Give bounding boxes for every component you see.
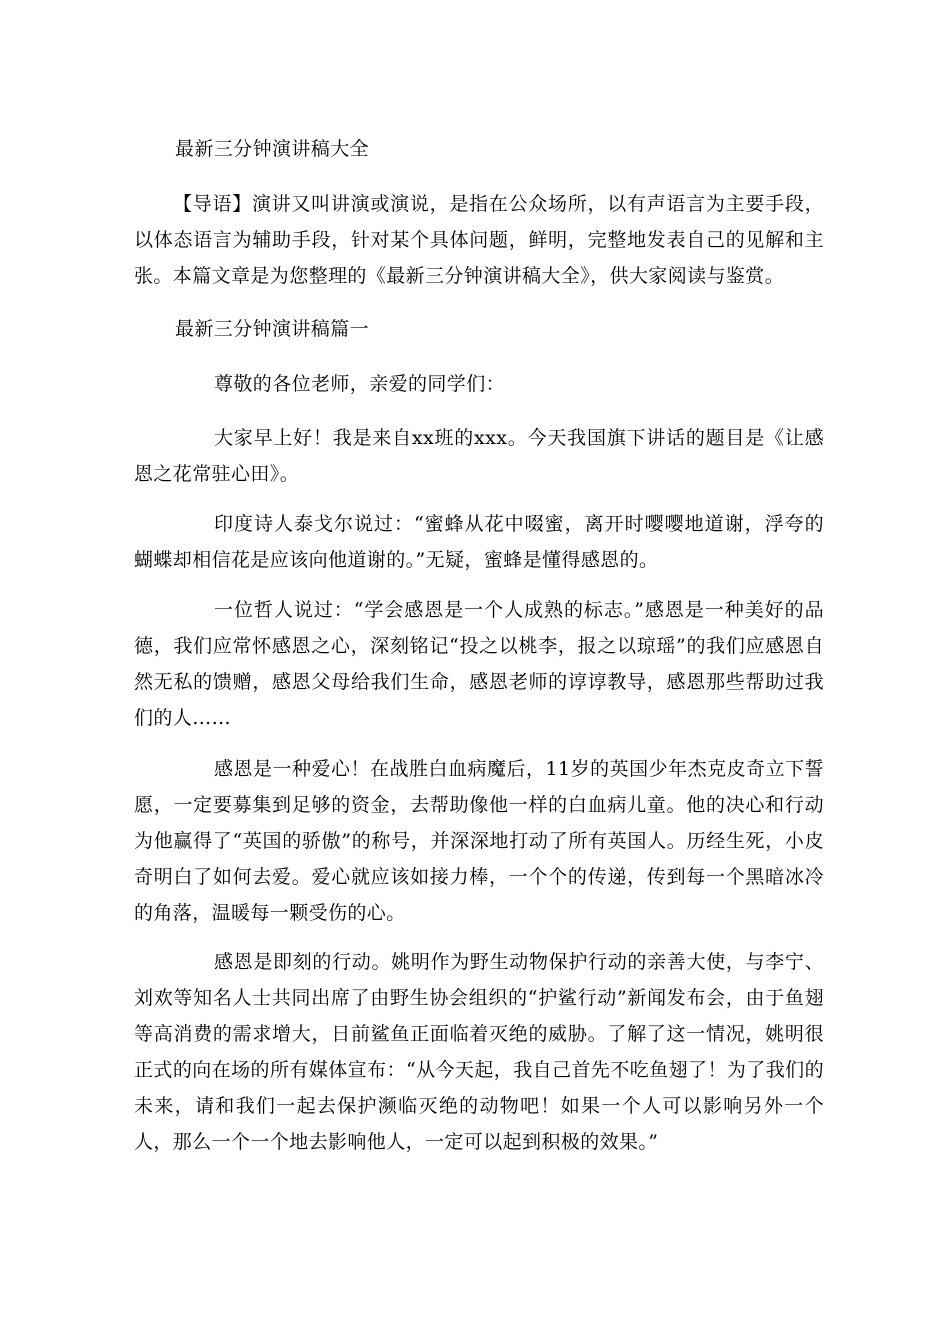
intro-paragraph: 【导语】演讲又叫讲演或演说，是指在公众场所，以有声语言为主要手段，以体态语言为辅助手段，针对某个具体问题，鲜明，完整地发表自己的见解和主张。本篇文章是为您整理的《最新三分钟演讲稿大全》，供大家阅读与鉴赏。	[134, 193, 824, 287]
body-paragraph-5: 感恩是即刻的行动。姚明作为野生动物保护行动的亲善大使，与李宁、刘欢等知名人士共同出席了由野生协会组织的“护鲨行动”新闻发布会，由于鱼翅等高消费的需求增大，日前鲨鱼正面临着灭绝的威胁。了解了这一情况，姚明很正式的向在场的所有媒体宣布：“从今天起，我自己首先不吃鱼翅了！为了我们的未来，请和我们一起去保护濒临灭绝的动物吧！如果一个人可以影响另外一个人，那么一个一个地去影响他人，一定可以起到积极的效果。”	[134, 951, 824, 1153]
body-paragraph-4: 感恩是一种爱心！在战胜白血病魔后，11岁的英国少年杰克皮奇立下誓愿，一定要募集到足够的资金，去帮助像他一样的白血病儿童。他的决心和行动为他赢得了“英国的骄傲”的称号，并深深地打动了所有英国人。历经生死，小皮奇明白了如何去爱。爱心就应该如接力棒，一个个的传递，传到每一个黑暗冰冷的角落，温暖每一颗受伤的心。	[134, 758, 824, 924]
body-paragraph-1: 大家早上好！我是来自xx班的xxx。今天我国旗下讲话的题目是《让感恩之花常驻心田》。	[134, 427, 824, 485]
body-paragraph-2: 印度诗人泰戈尔说过：“蜜蜂从花中啜蜜，离开时嘤嘤地道谢，浮夸的蝴蝶却相信花是应该向他道谢的。”无疑，蜜蜂是懂得感恩的。	[134, 513, 824, 571]
salutation: 尊敬的各位老师，亲爱的同学们：	[214, 373, 506, 395]
section-heading: 最新三分钟演讲稿篇一	[175, 318, 370, 340]
body-paragraph-3: 一位哲人说过：“学会感恩是一个人成熟的标志。”感恩是一种美好的品德，我们应常怀感恩之心，深刻铭记“投之以桃李，报之以琼瑶”的我们应感恩自然无私的馈赠，感恩父母给我们生命，感恩老师的谆谆教导，感恩那些帮助过我们的人……	[134, 599, 824, 729]
document-title: 最新三分钟演讲稿大全	[175, 138, 370, 160]
